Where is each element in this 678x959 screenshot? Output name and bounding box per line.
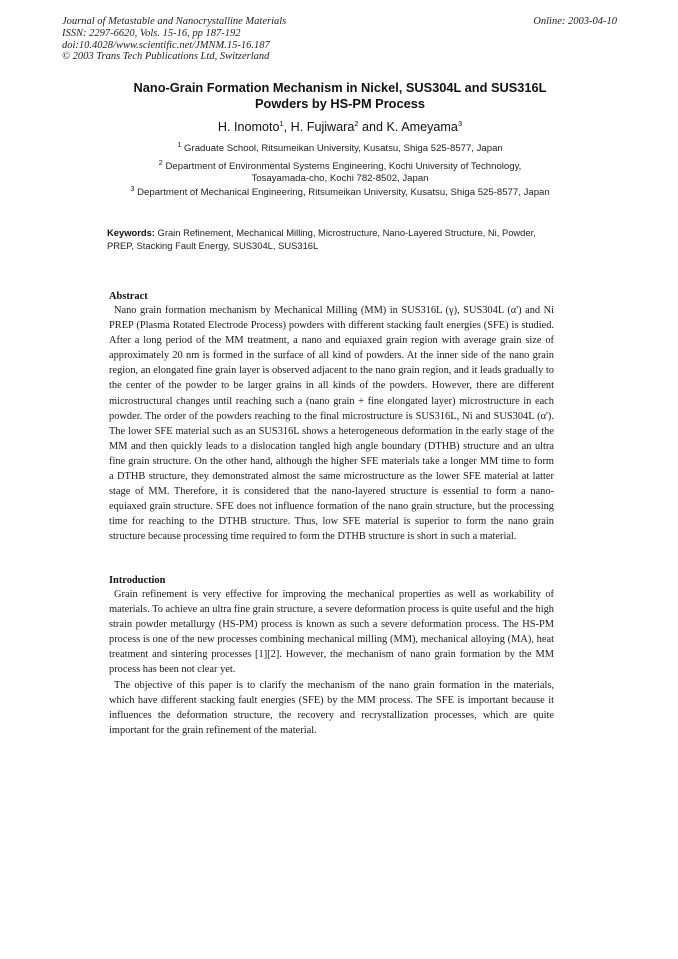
author-separator-1: , [283,120,291,134]
author-1: H. Inomoto [217,120,280,134]
author-separator-2: and [358,120,387,134]
abstract-section [109,290,554,545]
journal-name: Journal of Metastable and Nanocrystalline Materials [62,16,287,27]
author-list [80,120,600,134]
journal-copyright: © 2003 Trans Tech Publications Ltd, Switzerland [62,51,270,63]
affiliation-1-mark: 1 [177,139,182,149]
introduction-paragraph-2: The objective of this paper is to clarify the mechanism of the nano grain formation in the materials, which have different stacking fault energies (SFE) by the MM process. The SFE is important because it influences the deformation structure, the recovery and recrystallization processes, which are quite important for the grain refinement of the material. [109,679,554,736]
introduction-section [109,574,554,738]
paper-title [80,80,600,111]
journal-issn: ISSN: 2297-6620, Vols. 15-16, pp 187-192 [62,27,241,39]
affiliation-3-mark: 3 [130,183,135,193]
author-1-affiliation-mark: 1 [279,118,284,128]
affiliation-1-text: Graduate School, Ritsumeikan University, Kusatsu, Shiga 525-8577, Japan [184,143,503,154]
keywords-text: Grain Refinement, Mechanical Milling, Microstructure, Nano-Layered Structure, Ni, Powder, PREP, Stacking Fault Energy, SUS304L, SUS316L [107,227,536,251]
journal-header [62,16,617,63]
abstract-heading: Abstract [109,291,148,302]
author-3: K. Ameyama [386,120,458,134]
affiliation-1 [80,139,600,155]
affiliation-2-text-line-2: Tosayamada-cho, Kochi 782-8502, Japan [251,173,429,185]
author-2: H. Fujiwara [290,120,355,134]
paper-title-line-2: Powders by HS-PM Process [255,95,425,111]
affiliation-3-text: Department of Mechanical Engineering, Ritsumeikan University, Kusatsu, Shiga 525-8577, Japan [137,187,550,198]
introduction-heading: Introduction [109,575,166,586]
affiliation-2 [80,157,600,186]
author-3-affiliation-mark: 3 [457,118,463,128]
abstract-body: Nano grain formation mechanism by Mechanical Milling (MM) in SUS316L (γ), SUS304L (α') and Ni PREP (Plasma Rotated Electrode Process) powders with different stacking fault energies (SFE) is studied. After a long period of the MM treatment, a nano and equiaxed grain region with average grain size of approximately 20 nm is formed in the surface of all kind of powders. At the inner side of the nano grain region, an elongated fine grain layer is observed adjacent to the nano grain region, and it leads gradually to the center of the powder to be larger grains in all kinds of the powders. However, there are different microstructural changes until reaching such a (nano grain + fine elongated layer) microstructure in each powder. The order of the powders reaching to the final microstructure is SUS316L, Ni and SUS304L (α'). The lower SFE material such as an SUS316L shows a heterogeneous deformation in the early stage of the MM and then quickly leads to a dislocation tangled high angle boundary (DTHB) structure and an ultra fine grain structure. On the other hand, although the higher SFE materials take a longer MM time to form a DTHB structure, they demonstrated almost the same microstructure as the lower SFE material at latter stage of MM. Therefore, it is considered that the nano-layered structure is essential to form a nano-equiaxed grain structure. SFE does not influence formation of the nano grain structure, but the processing time for reaching to the DTHB structure. Thus, low SFE material is superior to form the nano grain structure because processing time required to form the DTHB structure is short in such a material. [109,305,554,543]
journal-doi: doi:10.4028/www.scientific.net/JMNM.15-16.187 [62,39,270,51]
keywords-label: Keywords: [107,227,155,238]
introduction-paragraph-1: Grain refinement is very effective for improving the mechanical properties as well as workability of materials. To achieve an ultra fine grain structure, a severe deformation process is quite useful and the high strain powder metallurgy (HS-PM) process is known as such a severe deformation process. The HS-PM process is one of the new processes combining mechanical milling (MM), mechanical alloying (MA), heat treatment and sintering processes [1][2]. However, the mechanism of nano grain formation by the MM process has been not clear yet. [109,589,554,676]
paper-title-line-1: Nano-Grain Formation Mechanism in Nickel, SUS304L and SUS316L [133,80,547,95]
online-date: Online: 2003-04-10 [533,16,617,27]
author-2-affiliation-mark: 2 [354,118,359,128]
affiliation-2-mark: 2 [158,157,163,167]
keywords-block [107,227,557,252]
affiliation-2-text-line-1: Department of Environmental Systems Engineering, Kochi University of Technology, [165,161,522,172]
affiliation-3 [80,183,600,199]
